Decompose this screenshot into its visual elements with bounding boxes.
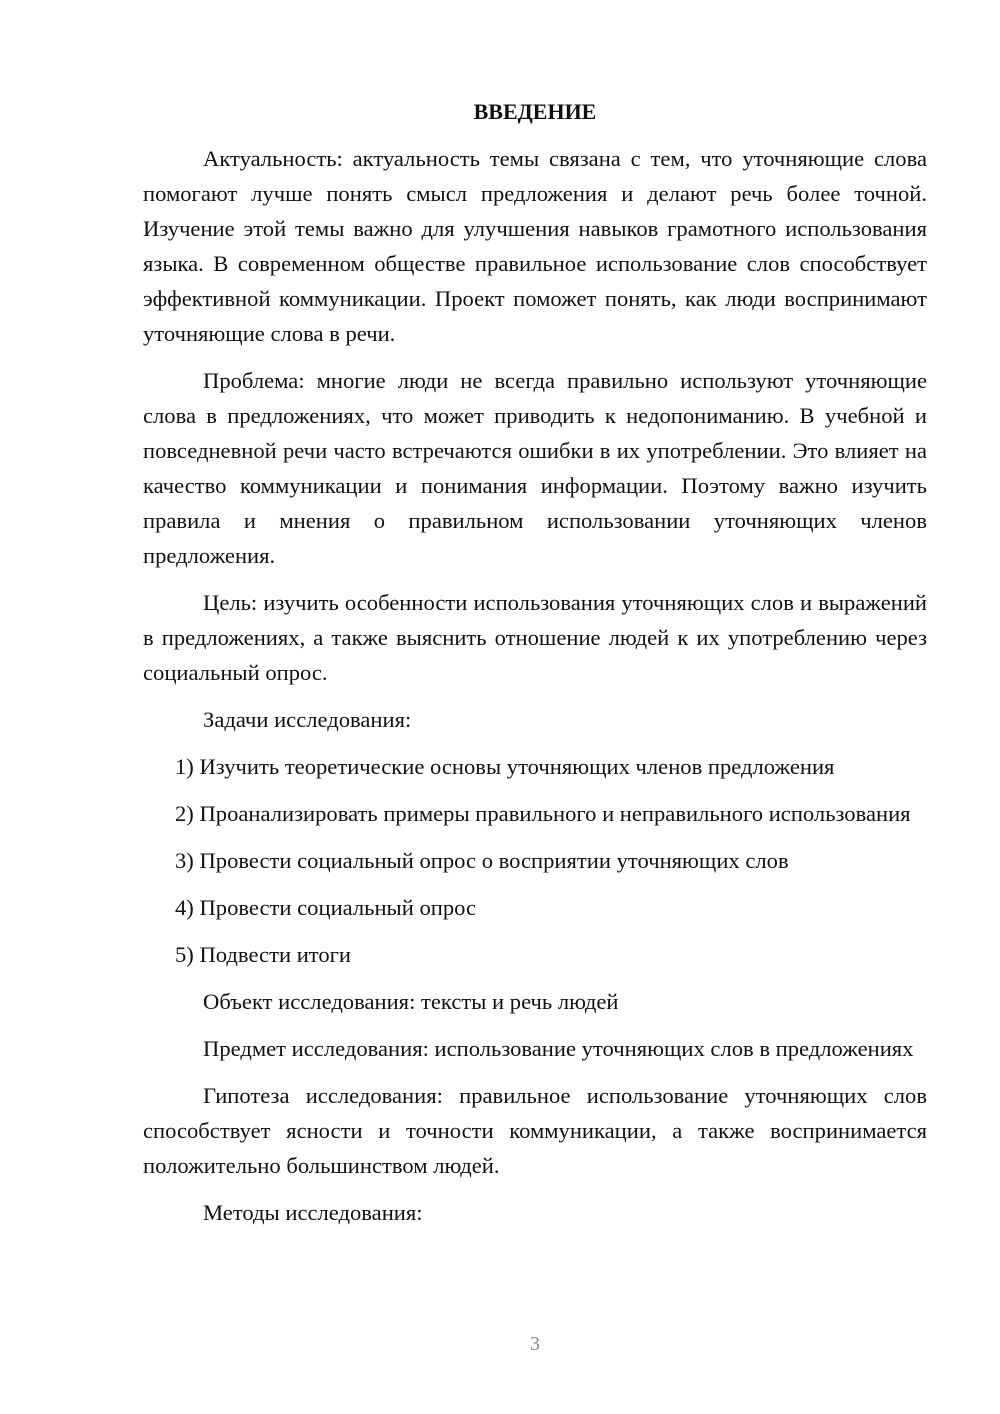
problem-paragraph: Проблема: многие люди не всегда правильно используют уточняющие слова в предложениях, что может приводить к недопониманию. В учебной и повседневной речи часто встречаются ошибки в их употреблении. Это влияет на качество коммуникации и понимания информации. Поэтому важно изучить правила и мнения о правильном использовании уточняющих членов предложения. [143, 368, 927, 568]
task-item-3: 3) Провести социальный опрос о восприятии уточняющих слов [175, 848, 789, 873]
page-number: 3 [530, 1333, 540, 1355]
tasks-heading: Задачи исследования: [203, 707, 412, 732]
section-title: ВВЕДЕНИЕ [473, 99, 597, 124]
goal-paragraph: Цель: изучить особенности использования уточняющих слов и выражений в предложениях, а также выяснить отношение людей к их употреблению через социальный опрос. [143, 590, 927, 685]
object-paragraph: Объект исследования: тексты и речь людей [203, 989, 619, 1014]
task-item-5: 5) Подвести итоги [175, 942, 352, 967]
task-item-4: 4) Провести социальный опрос [175, 895, 477, 920]
task-item-1: 1) Изучить теоретические основы уточняющих членов предложения [175, 754, 835, 779]
task-item-2: 2) Проанализировать примеры правильного и неправильного использования [175, 801, 911, 826]
document-page [143, 94, 927, 1242]
hypothesis-paragraph: Гипотеза исследования: правильное использование уточняющих слов способствует ясности и точности коммуникации, а также воспринимается положительно большинством людей. [143, 1083, 927, 1178]
methods-heading: Методы исследования: [203, 1200, 423, 1225]
relevance-paragraph: Актуальность: актуальность темы связана с тем, что уточняющие слова помогают лучше понять смысл предложения и делают речь более точной. Изучение этой темы важно для улучшения навыков грамотного использования языка. В современном обществе правильное использование слов способствует эффективной коммуникации. Проект поможет понять, как люди воспринимают уточняющие слова в речи. [143, 146, 927, 346]
subject-paragraph: Предмет исследования: использование уточняющих слов в предложениях [203, 1036, 914, 1061]
tasks-list [143, 749, 927, 972]
